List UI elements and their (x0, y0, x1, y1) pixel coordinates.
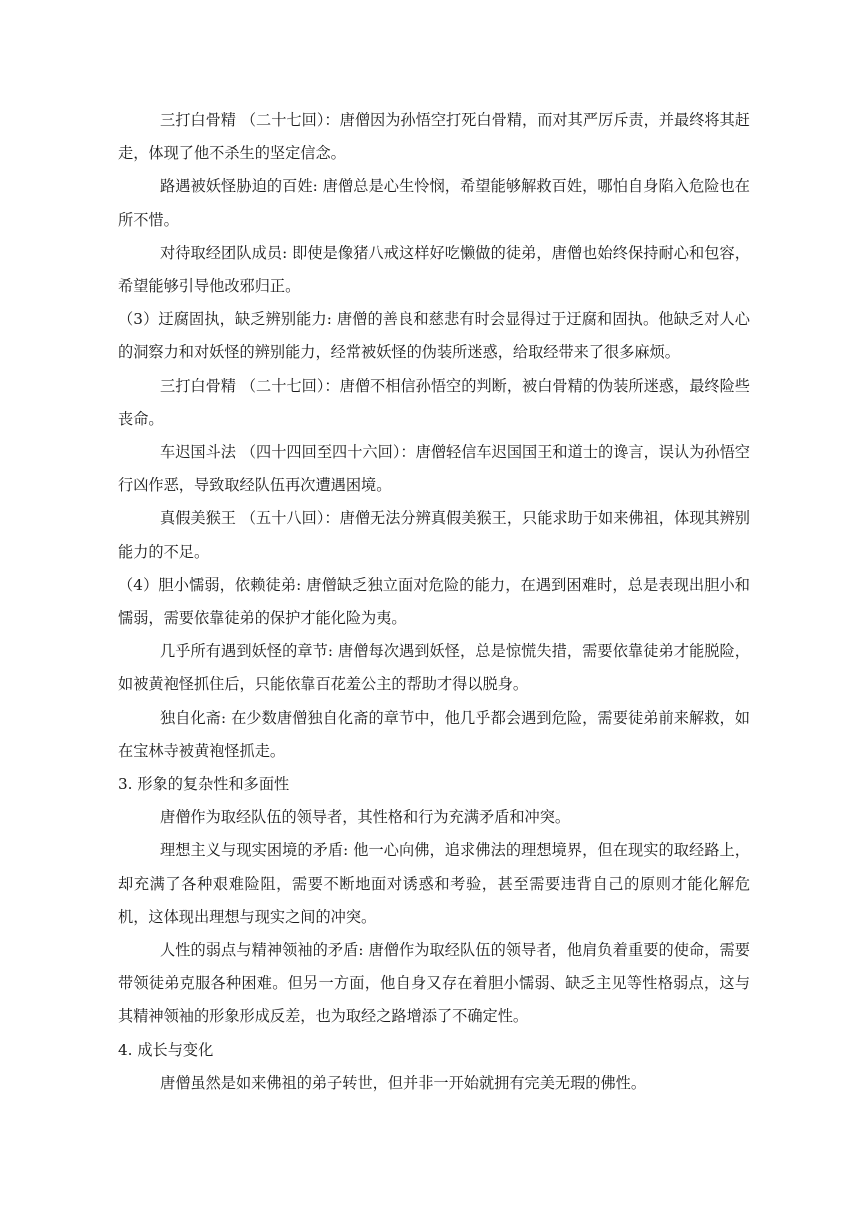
subheading-pedantic-stubborn: （3）迂腐固执，缺乏辨别能力: 唐僧的善良和慈悲有时会显得过于迂腐和固执。他缺乏对人心的洞察力和对妖怪的辨别能力，经常被妖怪的伪装所迷惑，给取经带来了很多麻烦。 (118, 310, 750, 362)
subheading-timid-dependent: （4）胆小懦弱，依赖徒弟: 唐僧缺乏独立面对危险的能力，在遇到困难时，总是表现出胆小和懦弱，需要依靠徒弟的保护才能化险为夷。 (118, 575, 750, 628)
paragraph-coerced-villagers: 路遇被妖怪胁迫的百姓: 唐僧总是心生怜悯，希望能够解救百姓，哪怕自身陷入危险也在所不惜。 (118, 177, 750, 229)
paragraph-three-strikes-deceived: 三打白骨精 （二十七回）：唐僧不相信孙悟空的判断，被白骨精的伪装所迷惑，最终险些丧命。 (118, 376, 750, 428)
paragraph-three-strikes-white-bone: 三打白骨精 （二十七回）：唐僧因为孙悟空打死白骨精，而对其严厉斥责，并最终将其赶走，体现了他不杀生的坚定信念。 (118, 111, 750, 163)
paragraph-reincarnation: 唐僧虽然是如来佛祖的弟子转世，但并非一开始就拥有完美无瑕的佛性。 (160, 1073, 646, 1092)
paragraph-alms-alone: 独自化斋: 在少数唐僧独自化斋的章节中，他几乎都会遇到危险，需要徒弟前来解救，如在宝林寺被黄袍怪抓走。 (118, 708, 750, 760)
paragraph-leader-contradiction: 唐僧作为取经队伍的领导者，其性格和行为充满矛盾和冲突。 (160, 808, 571, 827)
section-heading-complexity: 3. 形象的复杂性和多面性 (118, 775, 290, 794)
paragraph-human-weakness: 人性的弱点与精神领袖的矛盾: 唐僧作为取经队伍的领导者，他肩负着重要的使命，需要带领徒弟克服各种困难。但另一方面，他自身又存在着胆小懦弱、缺乏主见等性格弱点，这与其精神领袖的形象形成反差，也为取经之路增添了不确定性。 (118, 941, 750, 1026)
section-heading-growth: 4. 成长与变化 (118, 1040, 214, 1059)
paragraph-demon-chapters: 几乎所有遇到妖怪的章节: 唐僧每次遇到妖怪，总是惊慌失措，需要依靠徒弟才能脱险，如被黄袍怪抓住后，只能依靠百花羞公主的帮助才得以脱身。 (118, 642, 750, 694)
paragraph-team-members: 对待取经团队成员: 即使是像猪八戒这样好吃懒做的徒弟，唐僧也始终保持耐心和包容，希望能够引导他改邪归正。 (118, 243, 750, 296)
paragraph-idealism-reality: 理想主义与现实困境的矛盾: 他一心向佛，追求佛法的理想境界，但在现实的取经路上，却充满了各种艰难险阻，需要不断地面对诱惑和考验，甚至需要违背自己的原则才能化解危机，这体现出理想与现实之间的冲突。 (118, 841, 750, 926)
paragraph-chechi-kingdom: 车迟国斗法 （四十四回至四十六回）：唐僧轻信车迟国国王和道士的谗言，误认为孙悟空行凶作恶，导致取经队伍再次遭遇困境。 (118, 443, 750, 495)
paragraph-true-false-monkey-king: 真假美猴王 （五十八回）：唐僧无法分辨真假美猴王，只能求助于如来佛祖，体现其辨别能力的不足。 (118, 509, 750, 561)
